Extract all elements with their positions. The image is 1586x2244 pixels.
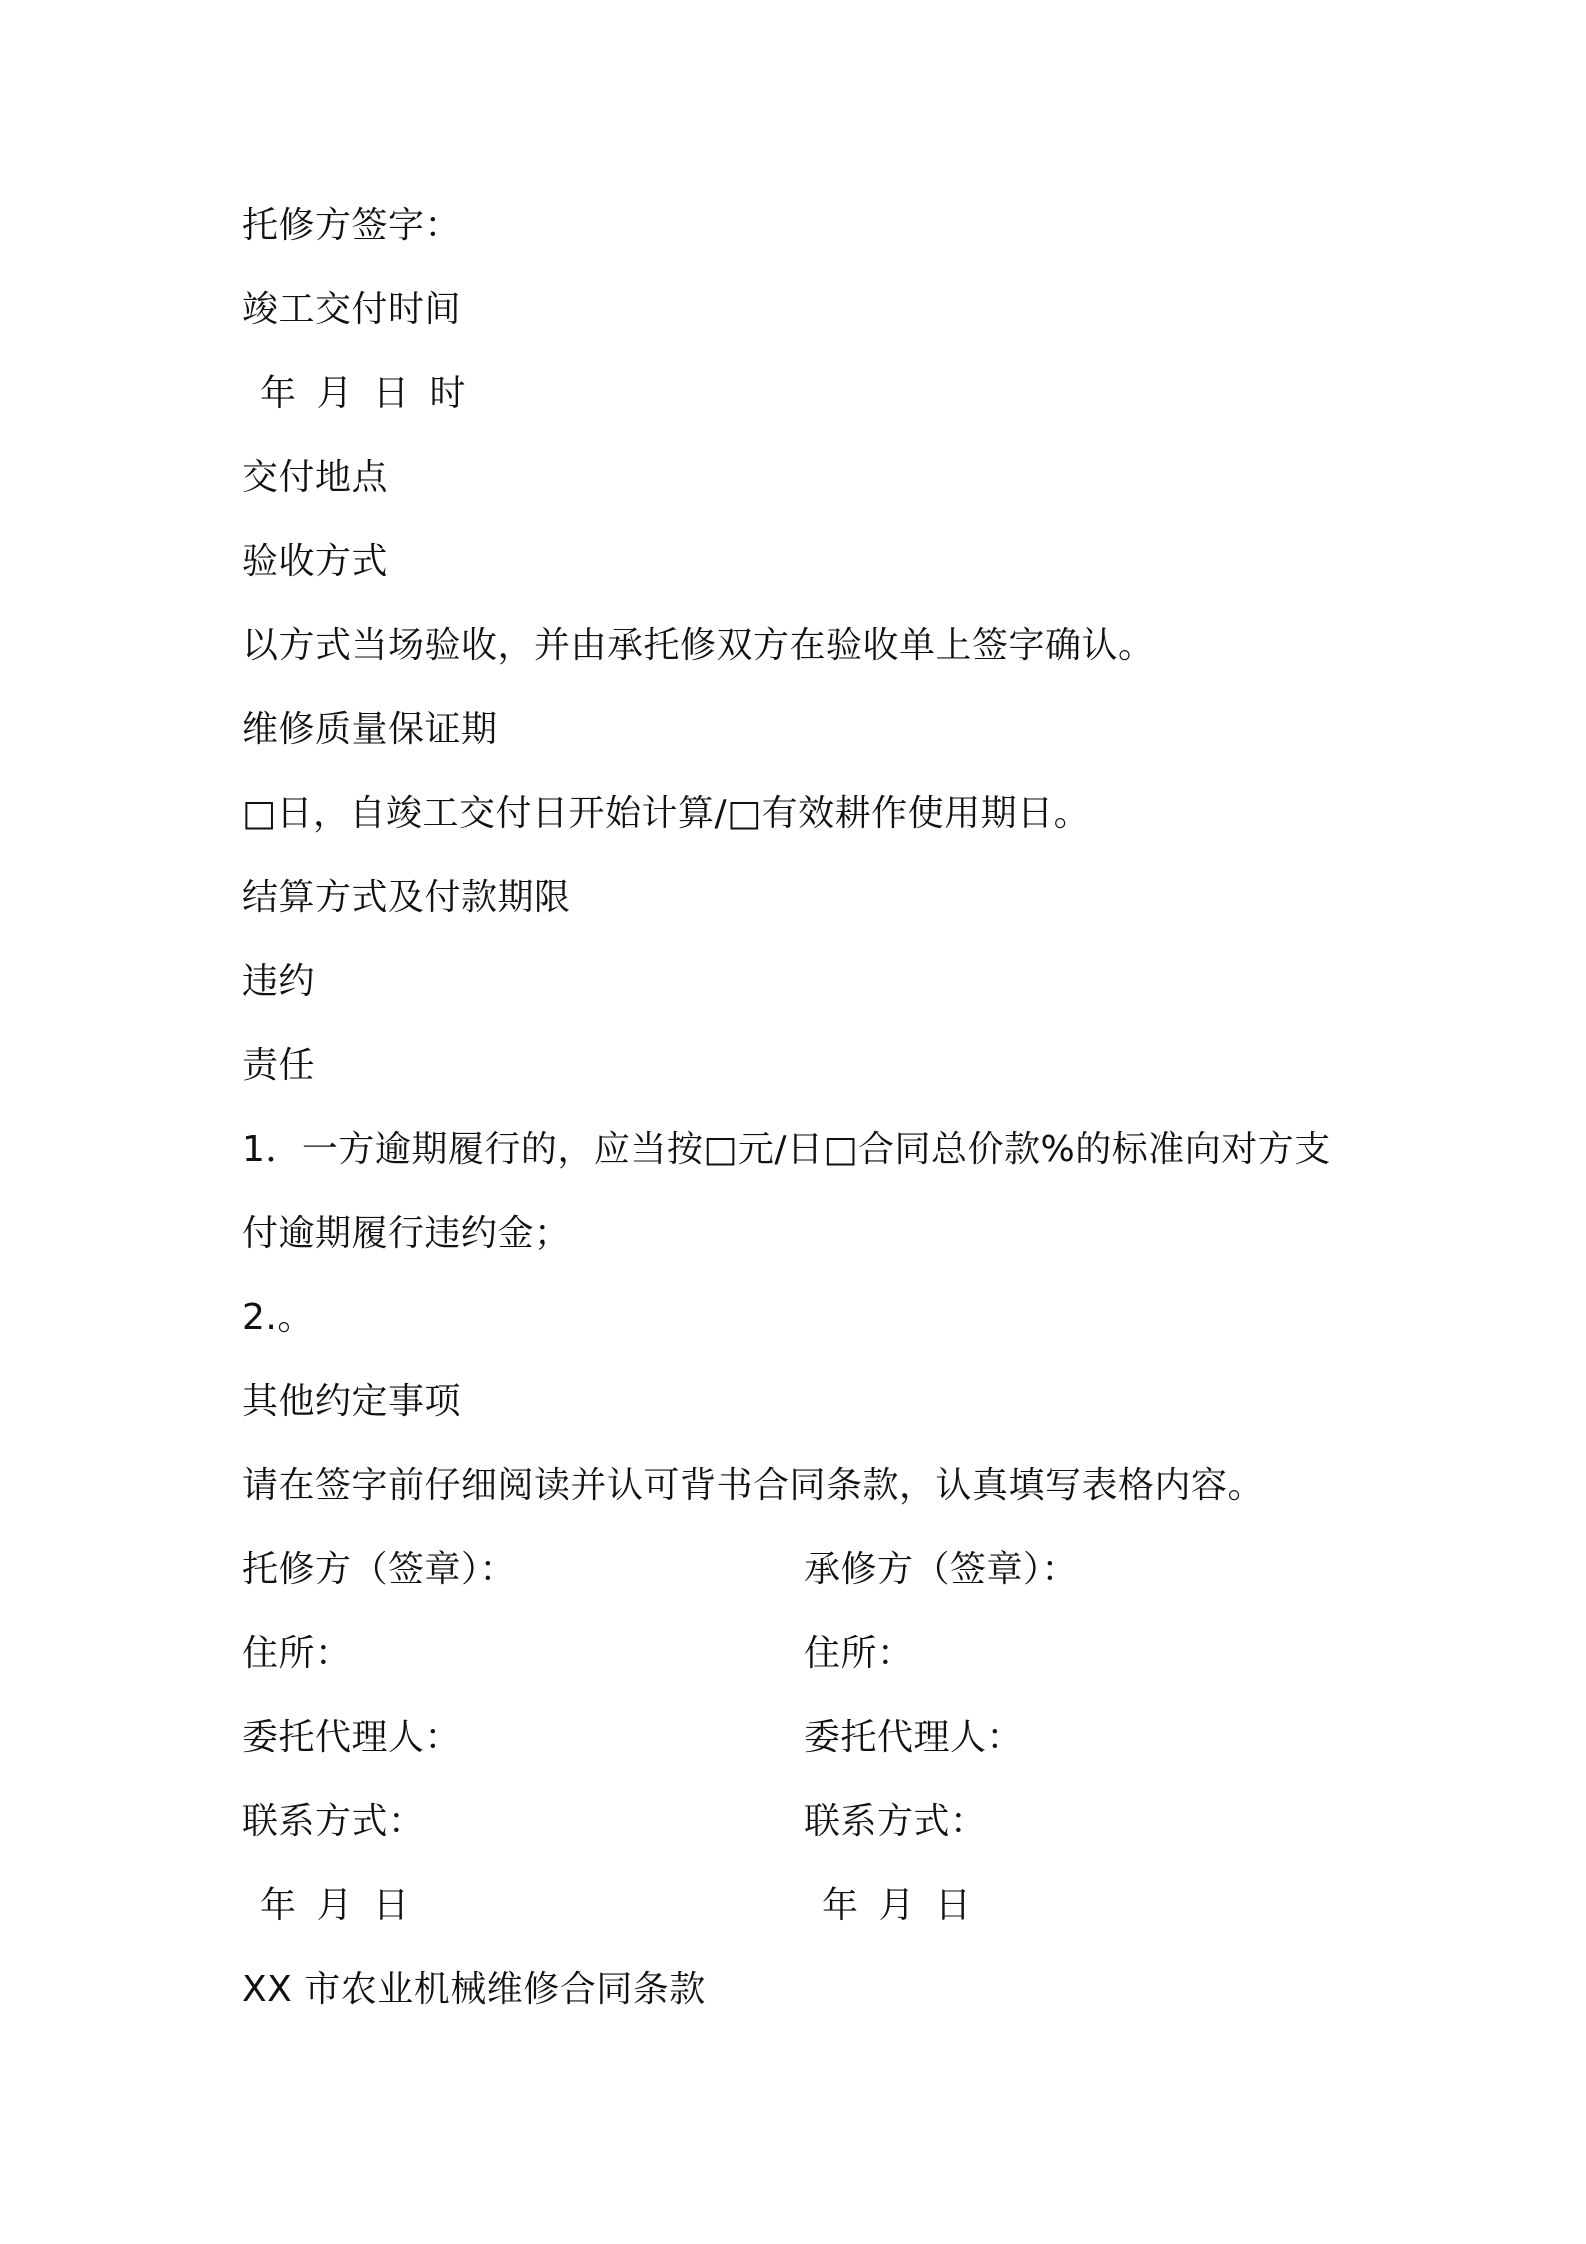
other-matters-label: 其他约定事项 (242, 1381, 462, 1422)
notice-text: 请在签字前仔细阅读并认可背书合同条款，认真填写表格内容。 (242, 1465, 1265, 1506)
year-label: 年 (260, 373, 297, 414)
client-signature-label: 托修方签字： (242, 205, 462, 246)
client-date (260, 1884, 410, 1928)
year-label: 年 (822, 1885, 859, 1926)
client-address-label: 住所： (242, 1633, 352, 1674)
day-label: 日 (935, 1885, 972, 1926)
settlement-label: 结算方式及付款期限 (242, 877, 571, 918)
breach-item-2: 2.。 (242, 1297, 314, 1338)
client-seal-label: 托修方（签章）： (242, 1549, 517, 1590)
breach-label-2: 责任 (242, 1045, 316, 1086)
delivery-place-label: 交付地点 (242, 457, 389, 498)
completion-time-label: 竣工交付时间 (242, 289, 462, 330)
breach-item-1-line-1: 1．一方逾期履行的，应当按□元/日□合同总价款%的标准向对方支 (242, 1129, 1331, 1170)
breach-label-1: 违约 (242, 961, 316, 1002)
client-contact-label: 联系方式： (242, 1801, 425, 1842)
acceptance-method-label: 验收方式 (242, 541, 389, 582)
breach-item-1-line-2: 付逾期履行违约金； (242, 1213, 571, 1254)
hour-label: 时 (429, 373, 467, 414)
warranty-label: 维修质量保证期 (242, 709, 498, 750)
month-label: 月 (878, 1885, 916, 1926)
contractor-address-label: 住所： (804, 1633, 914, 1674)
client-agent-label: 委托代理人： (242, 1717, 462, 1758)
year-label: 年 (260, 1885, 297, 1926)
contractor-contact-label: 联系方式： (804, 1801, 987, 1842)
day-label: 日 (373, 1885, 410, 1926)
contractor-seal-label: 承修方（签章）： (804, 1549, 1079, 1590)
contractor-date (822, 1884, 972, 1928)
footer-title: XX 市农业机械维修合同条款 (242, 1969, 706, 2010)
acceptance-method-text: 以方式当场验收，并由承托修双方在验收单上签字确认。 (242, 625, 1155, 666)
month-label: 月 (316, 373, 354, 414)
contractor-agent-label: 委托代理人： (804, 1717, 1024, 1758)
day-label: 日 (373, 373, 410, 414)
completion-time-date (260, 372, 466, 416)
warranty-text: □日，自竣工交付日开始计算/□有效耕作使用期日。 (242, 793, 1091, 834)
month-label: 月 (316, 1885, 354, 1926)
